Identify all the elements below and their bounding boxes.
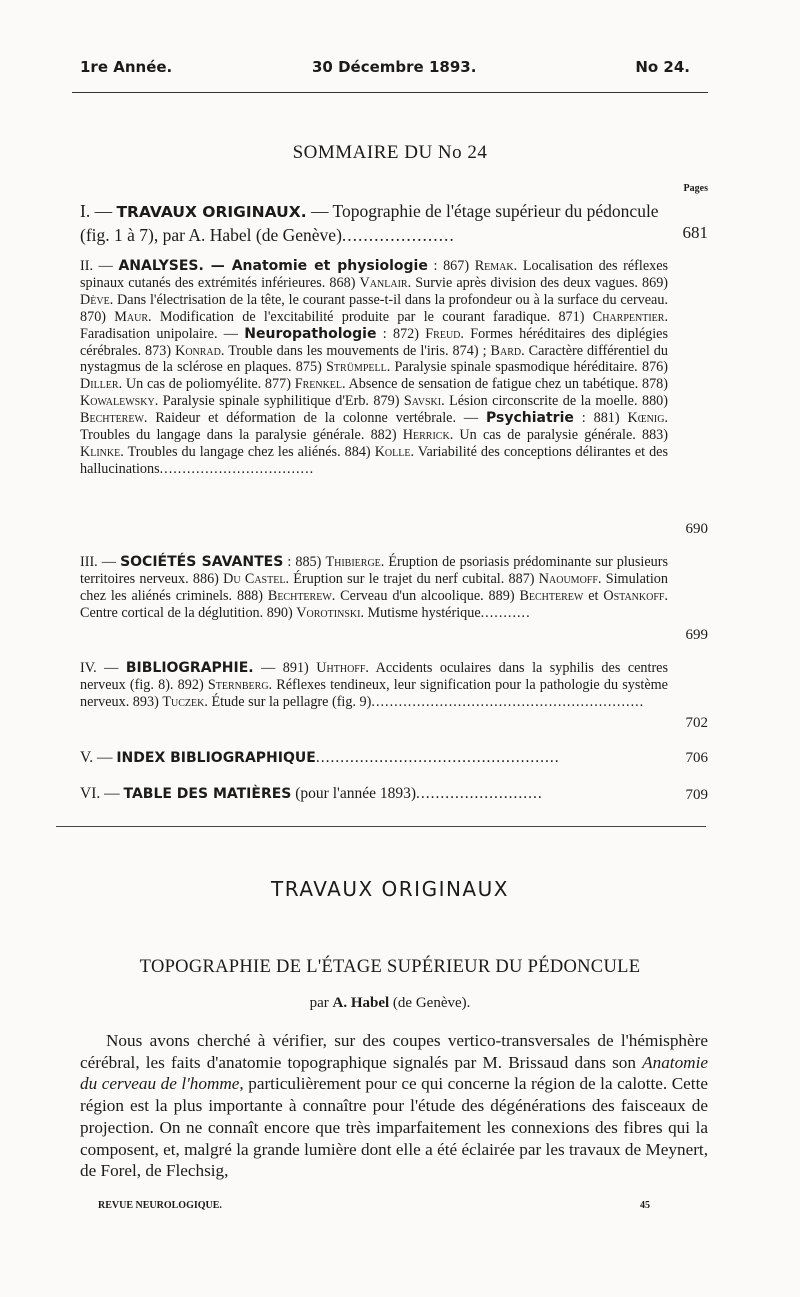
toc-text-run: . Faradisation unipolaire. —: [80, 308, 668, 342]
book-title: Anatomie du cerveau de l'homme: [80, 1052, 708, 1094]
author-par: par: [309, 995, 329, 1011]
author-name: Strümpell: [326, 359, 387, 376]
author-name: Uhthoff: [316, 660, 366, 676]
toc-text-run: . Formes héréditaires des diplégies cérébrales. 873): [80, 325, 668, 359]
toc-heading: BIBLIOGRAPHIE.: [125, 660, 254, 676]
author-name: Dève: [80, 291, 110, 308]
toc-text-run: . Étude sur la pellagre (fig. 9): [204, 693, 372, 710]
article-author: [0, 995, 780, 1012]
toc-text-run: . Éruption sur le trajet du nerf cubital. 887): [285, 570, 539, 587]
toc-heading: SOCIÉTÉS SAVANTES: [120, 554, 284, 570]
toc-num: VI. —: [80, 785, 120, 802]
toc-text-run: : 867): [427, 258, 475, 274]
toc-num: IV. —: [80, 660, 119, 676]
author-name: Sternberg: [207, 676, 269, 693]
toc-text-run: : 885): [283, 554, 326, 570]
toc-text-run: . Localisation des réflexes spinaux cutanés des extrémités inférieures. 868): [80, 258, 669, 291]
author-name: Vanlair: [359, 274, 408, 291]
toc-text-run: . Raideur et déformation de la colonne vertébrale. —: [143, 410, 486, 427]
toc-text-run: . Centre cortical de la déglutition. 890): [80, 587, 669, 621]
toc-entry-1: I. — TRAVAUX ORIGINAUX. — Topographie de l'étage supérieur du pédoncule (fig. 1 à 7), par A. Habel (de Genève).....................: [80, 201, 659, 245]
header-issue: No 24.: [635, 58, 690, 76]
toc-text-run: : 881): [573, 410, 628, 427]
author-name: Frenkel: [294, 376, 343, 393]
author-name: Diller: [80, 376, 119, 393]
author-name: Ostankoff: [603, 587, 665, 604]
footer-signature: 45: [640, 1200, 650, 1211]
footer-journal: REVUE NEUROLOGIQUE.: [98, 1200, 222, 1211]
body-text-a: Nous avons cherché à vérifier, sur des coupes vertico-transversales de l'hémisphère cérébral, les faits d'anatomie topographique signalés par M. Brissaud dans son: [80, 1031, 708, 1072]
toc-num: III. —: [80, 554, 116, 570]
section-title: TRAVAUX ORIGINAUX: [271, 877, 509, 901]
toc-text-run: . Survie après division des deux vagues. 869): [407, 274, 669, 291]
toc-heading: ANALYSES.: [118, 258, 204, 274]
author-name: Bard: [490, 342, 522, 359]
toc-text-run: . Variabilité des conceptions délirantes et des hallucinations: [80, 443, 669, 477]
toc-text-run: . Accidents oculaires dans la syphilis des centres nerveux (fig. 8). 892): [80, 660, 668, 693]
toc-entry-2: II. — ANALYSES. — Anatomie et physiologie : 867) Remak. Localisation des réflexes spinaux cutanés des extrémités inférieures. 868) Vanlair. Survie après division des deux vagues. 869) Dève. Dans l'électrisation de la tête, le courant passe-t-il dans la profondeur ou à la surface du cerveau. 870) Maur. Modification de l'excitabilité produite par le courant faradique. 871) Charpentier. Faradisation unipolaire. — Neuropathologie : 872) Freud. Formes héréditaires des diplégies cérébrales. 873) Konrad. Trouble dans les mouvements de l'iris. 874) ; Bard. Caractère différentiel du nystagmus de la sclérose en plaques. 875) Strümpell. Paralysie spinale spasmodique héréditaire. 876) Diller. Un cas de poliomyélite. 877) Frenkel. Absence de sensation de fatigue chez un tabétique. 878) Kowalewsky. Paralysie spinale syphilitique d'Erb. 879) Savski. Lésion circonscrite de la moelle. 880) Bechterew. Raideur et déformation de la colonne vertébrale. — Psychiatrie : 881) Kœnig. Troubles du langage dans la paralysie générale. 882) Herrick. Un cas de paralysie générale. 883) Klinke. Troubles du langage chez les aliénés. 884) Kolle. Variabilité des conceptions délirantes et des hallucinations..................................: [80, 258, 669, 477]
toc-text: [80, 258, 668, 477]
author-name: Kœnig: [627, 410, 665, 427]
author-name: Bechterew: [519, 587, 584, 604]
toc-text-run: . Caractère différentiel du nystagmus de la sclérose en plaques. 875): [80, 342, 668, 376]
running-header: [80, 58, 690, 80]
body-paragraph: [80, 1030, 708, 1182]
toc-text-run: . Cerveau d'un alcoolique. 889): [331, 587, 520, 604]
toc-page-2: 690: [685, 521, 708, 537]
author-name: Freud: [425, 325, 461, 342]
toc-page-4: 702: [685, 715, 708, 731]
author-name: Thibierge: [325, 554, 381, 570]
toc-text-run: . Absence de sensation de fatigue chez un tabétique. 878): [342, 376, 668, 393]
section-rule: [56, 826, 706, 827]
sommaire-title: SOMMAIRE DU No 24: [292, 142, 488, 163]
toc-text-run: . Dans l'électrisation de la tête, le courant passe-t-il dans la profondeur ou à la surface du cerveau. 870): [80, 291, 668, 325]
toc-text-run: . Un cas de paralysie générale. 883): [449, 427, 668, 444]
toc-heading: INDEX BIBLIOGRAPHIQUE: [116, 750, 316, 766]
toc-text-run: . Paralysie spinale spasmodique héréditaire. 876): [386, 359, 668, 376]
toc-page-5: 706: [685, 750, 708, 766]
toc-page-6: 709: [685, 787, 708, 803]
toc-heading: TABLE DES MATIÈRES: [123, 786, 292, 802]
article-body: [80, 1030, 708, 1182]
header-year: 1re Année.: [80, 58, 173, 76]
toc-num: II. —: [80, 258, 113, 274]
toc-text-run: — 891): [253, 660, 317, 676]
toc-text-run: . Éruption de psoriasis prédominante sur plusieurs territoires nerveux. 886): [80, 554, 669, 587]
author-name: Remak: [474, 258, 514, 274]
toc-text-run: . Modification de l'excitabilité produite par le courant faradique. 871): [148, 308, 593, 325]
subsection-heading: — Anatomie et physiologie: [203, 258, 428, 274]
author-name: Kowalewsky: [80, 393, 155, 410]
author-name: Konrad: [175, 342, 221, 359]
toc-entry-4: IV. — BIBLIOGRAPHIE. — 891) Uhthoff. Accidents oculaires dans la syphilis des centres nerveux (fig. 8). 892) Sternberg. Réflexes tendineux, leur signification pour la pathologie du système nerveux. 893) Tuczek. Étude sur la pellagre (fig. 9)............................................................: [80, 660, 668, 710]
toc-text-run: : 872): [376, 325, 426, 342]
toc-page-1: 681: [682, 223, 708, 242]
author-name: Herrick: [402, 427, 450, 444]
author-name: Du Castel: [223, 570, 286, 587]
author-name: Maur: [114, 308, 149, 325]
toc-entry-6: VI. — TABLE DES MATIÈRES (pour l'année 1893)..........................: [80, 785, 543, 802]
toc-text-run: et: [583, 587, 604, 604]
toc-text-run: . Réflexes tendineux, leur signification pour la pathologie du système nerveux. 893): [80, 676, 668, 710]
author-name: Tuczek: [162, 693, 205, 710]
toc-text-run: . Troubles du langage dans la paralysie générale. 882): [80, 410, 668, 444]
author-origin: (de Genève).: [392, 995, 471, 1011]
toc-heading: TRAVAUX ORIGINAUX.: [116, 203, 307, 221]
pages-label: Pages: [683, 183, 708, 194]
toc-num: I. —: [80, 201, 113, 221]
toc-text: (pour l'année 1893): [291, 785, 416, 802]
author-name: Bechterew: [80, 410, 144, 427]
toc-text-run: . Un cas de poliomyélite. 877): [118, 376, 295, 393]
toc-text-run: . Troubles du langage chez les aliénés. 884): [120, 443, 375, 460]
author-name: Naoumoff: [538, 570, 598, 587]
toc-text-run: . Paralysie spinale syphilitique d'Erb. 879): [154, 393, 404, 410]
toc-entry-3: III. — SOCIÉTÉS SAVANTES : 885) Thibierge. Éruption de psoriasis prédominante sur plusieurs territoires nerveux. 886) Du Castel. Éruption sur le trajet du nerf cubital. 887) Naoumoff. Simulation chez les aliénés criminels. 888) Bechterew. Cerveau d'un alcoolique. 889) Bechterew et Ostankoff. Centre cortical de la déglutition. 890) Vorotinski. Mutisme hystérique...........: [80, 554, 669, 621]
author-name: A. Habel: [332, 995, 390, 1011]
toc-text: — Topographie de l'étage supérieur du pédoncule (fig. 1 à 7), par A. Habel (de Genève): [80, 201, 659, 245]
toc-text-run: . Simulation chez les aliénés criminels. 888): [80, 570, 668, 604]
author-name: Kolle: [374, 443, 411, 460]
author-name: Vorotinski: [296, 604, 361, 621]
toc-num: V. —: [80, 749, 113, 766]
author-name: Savski: [403, 393, 442, 410]
author-name: Klinke: [80, 443, 121, 460]
toc-text-run: . Trouble dans les mouvements de l'iris. 874) ;: [220, 342, 491, 359]
header-rule: [72, 92, 708, 93]
subsection-heading: Neuropathologie: [244, 325, 377, 342]
toc-text-run: . Lésion circonscrite de la moelle. 880): [441, 393, 668, 410]
toc-entry-5: V. — INDEX BIBLIOGRAPHIQUE..................................................: [80, 749, 560, 766]
author-name: Bechterew: [267, 587, 332, 604]
article-title: TOPOGRAPHIE DE L'ÉTAGE SUPÉRIEUR DU PÉDONCULE: [139, 957, 641, 977]
toc-page-3: 699: [685, 627, 708, 643]
header-date: 30 Décembre 1893.: [312, 58, 477, 76]
body-text-b: , particulièrement pour ce qui concerne la région de la calotte. Cette région est la plus importante à connaître pour l'étude des dégénérations des faisceaux de projection. On ne connaît encore que très imparfaitement les connexions des fibres qui la composent, et, malgré la grande lumière dont elle a été éclairée par les travaux de Meynert, de Forel, de Flechsig,: [80, 1074, 708, 1181]
toc-text-run: . Mutisme hystérique: [360, 604, 481, 621]
author-name: Charpentier: [592, 308, 665, 325]
subsection-heading: Psychiatrie: [486, 410, 574, 427]
